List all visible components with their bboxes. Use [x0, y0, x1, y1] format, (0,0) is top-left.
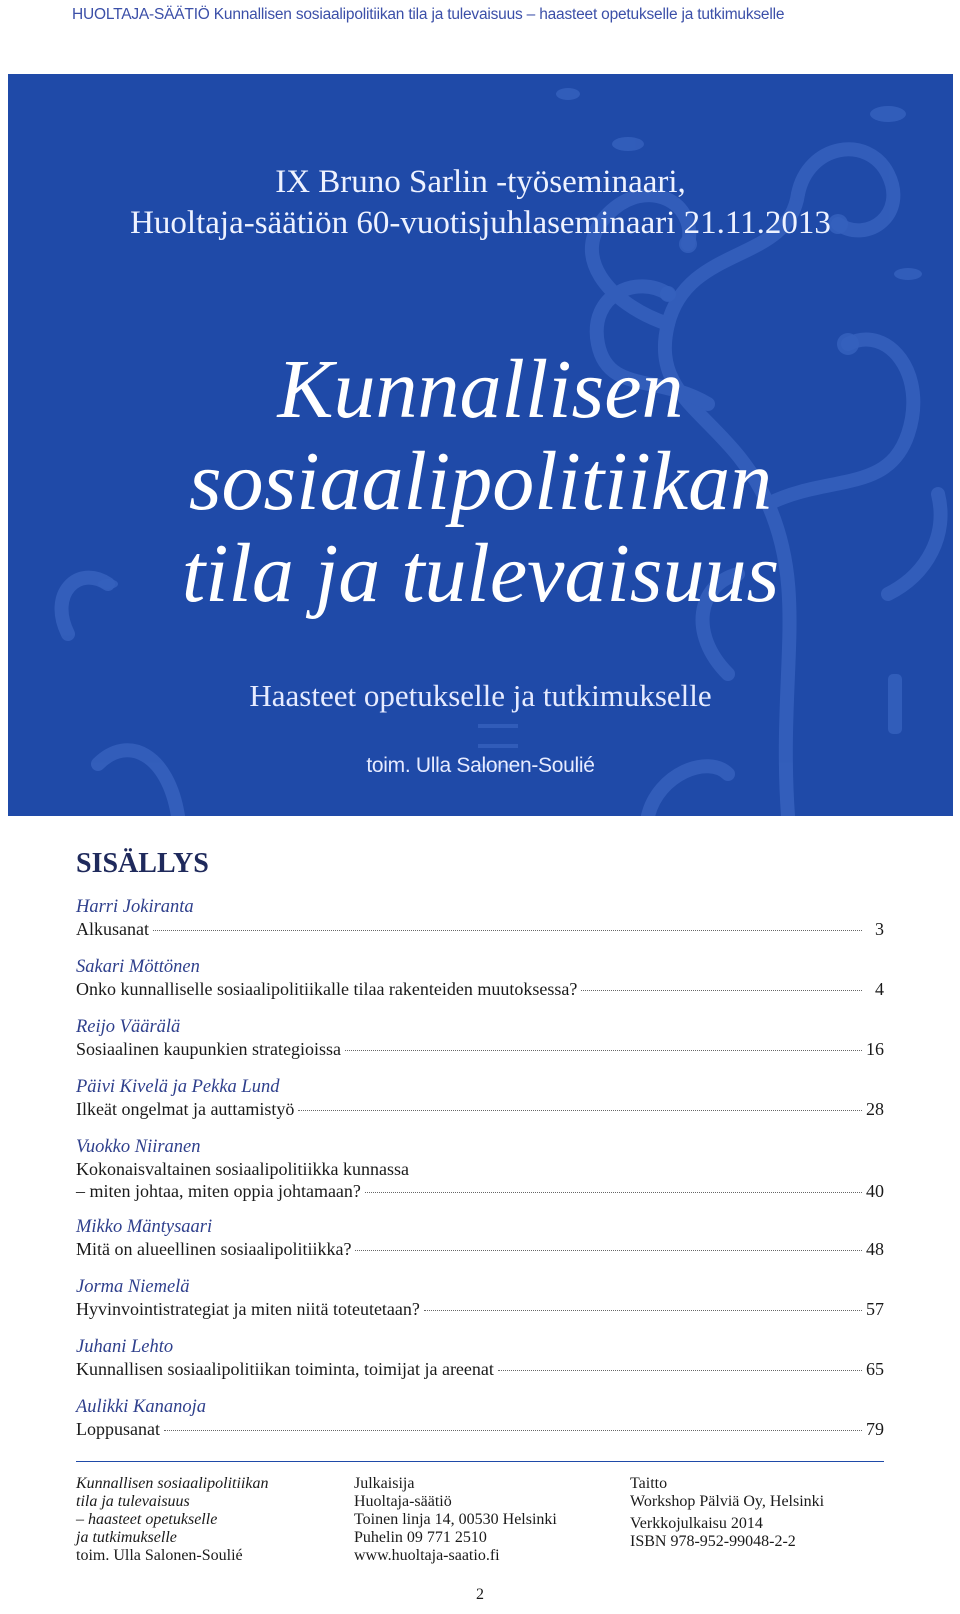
toc-author: Sakari Möttönen — [76, 957, 200, 977]
toc-title-line-1: Kokonaisvaltainen sosiaalipolitiikka kunnassa — [76, 1159, 409, 1179]
toc-leader — [164, 1430, 862, 1431]
toc-title: – miten johtaa, miten oppia johtamaan? — [76, 1181, 361, 1201]
toc-entry[interactable] — [76, 1276, 884, 1336]
colophon-publisher — [354, 1475, 614, 1565]
toc-leader — [153, 930, 862, 931]
book-title — [8, 344, 953, 620]
toc-entry[interactable] — [76, 1136, 884, 1216]
publisher-address: Toinen linja 14, 00530 Helsinki — [354, 1511, 557, 1528]
toc-page: 40 — [866, 1181, 884, 1201]
toc-author: Päivi Kivelä ja Pekka Lund — [76, 1077, 280, 1097]
toc-page: 65 — [866, 1359, 884, 1379]
book-info-line-3: – haasteet opetukselle — [76, 1511, 218, 1528]
book-editor: toim. Ulla Salonen-Soulié — [366, 754, 595, 777]
toc-author: Aulikki Kananoja — [76, 1397, 206, 1417]
toc-author: Harri Jokiranta — [76, 897, 194, 917]
page-number: 2 — [476, 1586, 484, 1603]
event-line-1: IX Bruno Sarlin -työseminaari, — [275, 164, 686, 200]
publisher-web-link[interactable]: www.huoltaja-saatio.fi — [354, 1547, 500, 1564]
toc-title: Sosiaalinen kaupunkien strategioissa — [76, 1039, 341, 1059]
publisher-name: Huoltaja-säätiö — [354, 1493, 452, 1510]
book-info-line-2: tila ja tulevaisuus — [76, 1493, 190, 1510]
book-subtitle: Haasteet opetukselle ja tutkimukselle — [249, 678, 712, 713]
toc-leader — [581, 990, 862, 991]
toc-title: Onko kunnalliselle sosiaalipolitiikalle tilaa rakenteiden muutoksessa? — [76, 979, 578, 999]
book-info-line-1: Kunnallisen sosiaalipolitiikan — [76, 1475, 269, 1492]
toc-entry[interactable] — [76, 896, 884, 956]
toc-leader — [365, 1192, 862, 1193]
toc-title: Hyvinvointistrategiat ja miten niitä toteutetaan? — [76, 1299, 420, 1319]
toc-author: Vuokko Niiranen — [76, 1137, 201, 1157]
toc-title: Alkusanat — [76, 919, 149, 939]
toc-title: Loppusanat — [76, 1419, 160, 1439]
toc-entry[interactable] — [76, 1076, 884, 1136]
colophon-layout — [630, 1475, 890, 1551]
toc-title: Kunnallisen sosiaalipolitiikan toiminta, toimijat ja areenat — [76, 1359, 494, 1379]
toc-leader — [345, 1050, 862, 1051]
book-info-editor: toim. Ulla Salonen-Soulié — [76, 1547, 243, 1564]
toc-entry[interactable] — [76, 956, 884, 1016]
toc-page: 3 — [875, 919, 884, 939]
colophon-book-info — [76, 1475, 336, 1565]
title-line-3: tila ja tulevaisuus — [181, 527, 780, 620]
toc-leader — [498, 1370, 862, 1371]
running-header: HUOLTAJA-SÄÄTIÖ Kunnallisen sosiaalipolitiikan tila ja tulevaisuus – haasteet opetukselle ja tutkimukselle — [72, 6, 785, 23]
toc-entry[interactable] — [76, 1016, 884, 1076]
toc-page: 4 — [875, 979, 884, 999]
toc-title: Mitä on alueellinen sosiaalipolitiikka? — [76, 1239, 352, 1259]
toc-entry[interactable] — [76, 1216, 884, 1276]
layout-label: Taitto — [630, 1475, 668, 1492]
book-info-line-4: ja tutkimukselle — [76, 1529, 177, 1546]
layout-name: Workshop Pälviä Oy, Helsinki — [630, 1493, 825, 1510]
toc-author: Reijo Väärälä — [76, 1017, 181, 1037]
toc-entry[interactable] — [76, 1396, 884, 1456]
cover-panel — [8, 74, 953, 816]
toc-title: Ilkeät ongelmat ja auttamistyö — [76, 1099, 295, 1119]
toc-page: 28 — [866, 1099, 884, 1119]
toc-heading: SISÄLLYS — [76, 848, 209, 879]
toc-author: Jorma Niemelä — [76, 1277, 190, 1297]
edition-info: Verkkojulkaisu 2014 — [630, 1515, 763, 1532]
event-title — [8, 162, 953, 244]
toc-leader — [298, 1110, 862, 1111]
toc-leader — [424, 1310, 862, 1311]
publisher-label: Julkaisija — [354, 1475, 415, 1492]
toc-author: Juhani Lehto — [76, 1337, 174, 1357]
title-line-1: Kunnallisen — [277, 343, 684, 436]
toc-entry[interactable] — [76, 1336, 884, 1396]
toc-leader — [355, 1250, 862, 1251]
toc-page: 48 — [866, 1239, 884, 1259]
toc-author: Mikko Mäntysaari — [76, 1217, 213, 1237]
publisher-phone: Puhelin 09 771 2510 — [354, 1529, 487, 1546]
toc-page: 79 — [866, 1419, 884, 1439]
isbn: ISBN 978-952-99048-2-2 — [630, 1533, 796, 1550]
toc-page: 57 — [866, 1299, 884, 1319]
table-of-contents — [76, 896, 884, 1456]
toc-page: 16 — [866, 1039, 884, 1059]
title-line-2: sosiaalipolitiikan — [188, 435, 773, 528]
event-line-2: Huoltaja-säätiön 60-vuotisjuhlaseminaari 21.11.2013 — [130, 205, 831, 241]
footer-divider — [76, 1461, 884, 1462]
